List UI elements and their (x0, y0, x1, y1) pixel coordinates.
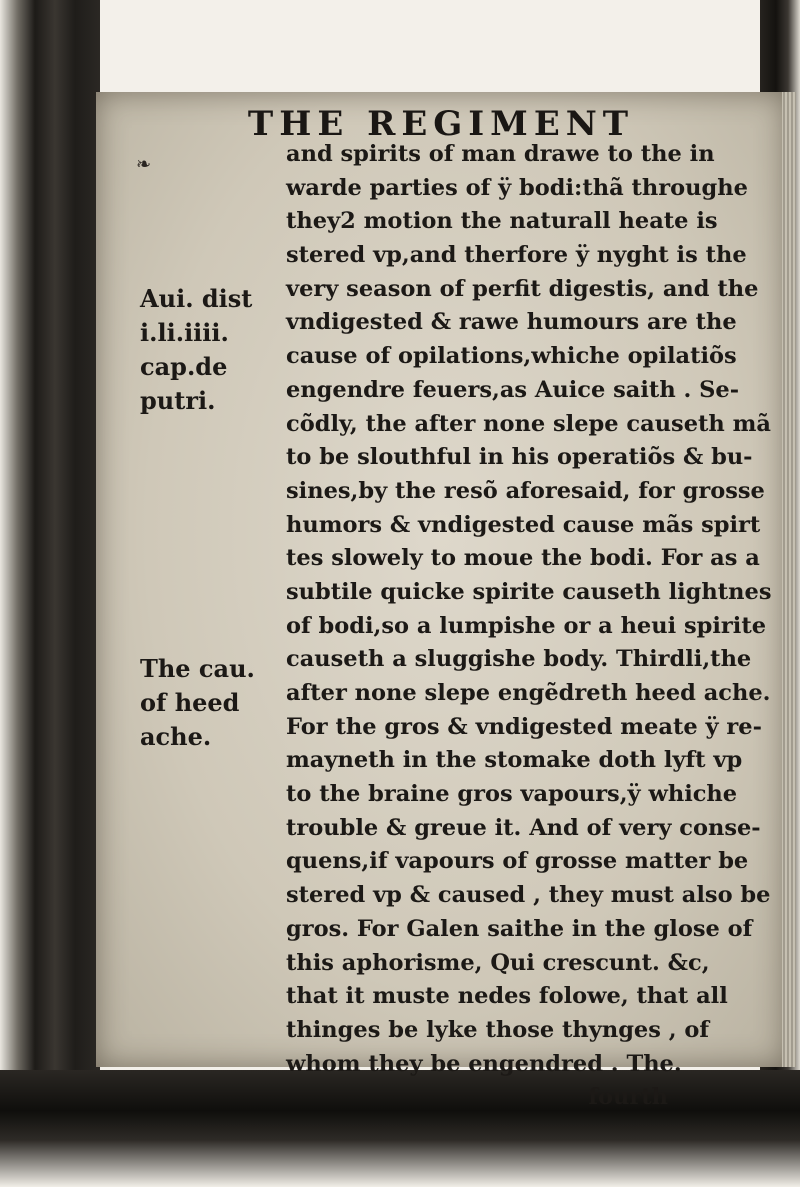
text-line: they2 motion the naturall heate is (286, 208, 718, 235)
text-line: quens,if vapours of grosse matter be (286, 848, 749, 875)
catchword: fourth (588, 1084, 668, 1111)
text-line: to be slouthful in his operatiõs & bu- (286, 444, 753, 471)
text-line: after none slepe engẽdreth heed ache. (286, 680, 771, 706)
text-line: vndigested & rawe humours are the (286, 309, 737, 336)
marginal-note-citation (140, 282, 252, 418)
text-line: cõdly, the after none slepe causeth mã (286, 410, 772, 437)
marginal-line: i.li.iiii. (140, 318, 229, 347)
marginal-line: Aui. dist (140, 284, 253, 313)
text-line: gros. For Galen saithe in the glose of (286, 915, 753, 942)
marginal-line: cap.de (140, 352, 228, 381)
text-line: causeth a sluggishe body. Thirdli,the (286, 646, 752, 673)
text-line: of bodi,so a lumpishe or a heui spirite (286, 612, 767, 639)
text-line: mayneth in the stomake doth lyft vp (286, 747, 743, 774)
text-line: that it muste nedes folowe, that all (286, 983, 728, 1010)
marginal-line: putri. (140, 386, 216, 415)
text-line: stered vp,and therfore ÿ nyght is the (286, 242, 747, 269)
body-text-block (286, 138, 778, 1115)
page-stack-edge (782, 92, 796, 1067)
text-line: engendre feuers,as Auice saith . Se- (286, 376, 740, 403)
text-line: and spirits of man drawe to the in (286, 141, 715, 167)
text-line: whom they be engendred . The. (286, 1050, 682, 1077)
text-line: cause of opilations,whiche opilatiõs (286, 343, 737, 370)
book-gutter-left (0, 0, 100, 1187)
marginal-line: of heed (140, 688, 240, 717)
text-line: thinges be lyke those thynges , of (286, 1016, 710, 1043)
text-line: trouble & greue it. And of very conse- (286, 814, 761, 841)
marginal-line: ache. (140, 722, 212, 751)
text-line: tes slowely to moue the bodi. For as a (286, 545, 760, 572)
text-line: this aphorisme, Qui crescunt. &c, (286, 949, 710, 976)
printer-ornament-icon: ❧ (136, 154, 152, 175)
text-line: to the braine gros vapours,ÿ whiche (286, 781, 738, 808)
marginal-line: The cau. (140, 654, 255, 683)
text-line: very season of perfit digestis, and the (286, 275, 759, 302)
printed-page (96, 92, 786, 1111)
text-line: subtile quicke spirite causeth lightnes (286, 578, 772, 605)
text-line: sines,by the resõ aforesaid, for grosse (286, 477, 765, 504)
text-line: stered vp & caused , they must also be (286, 882, 771, 909)
text-line: humors & vndigested cause mãs spirt (286, 511, 761, 538)
text-line: warde parties of ÿ bodi:thã throughe (286, 174, 748, 201)
running-head: THE REGIMENT (247, 104, 635, 144)
text-line: For the gros & vndigested meate ÿ re- (286, 713, 762, 740)
marginal-note-heading (140, 652, 255, 754)
